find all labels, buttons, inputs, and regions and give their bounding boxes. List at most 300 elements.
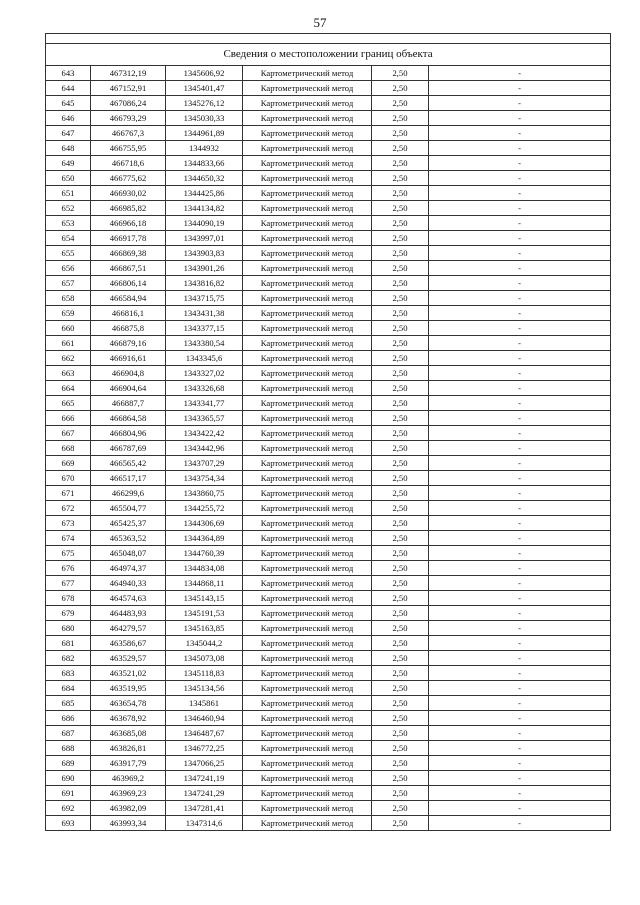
table-row <box>46 186 611 201</box>
y-coordinate-cell: 1346772,25 <box>166 741 243 756</box>
table-row <box>46 606 611 621</box>
point-number-cell: 671 <box>46 486 91 501</box>
point-number-cell: 692 <box>46 801 91 816</box>
description-cell: - <box>429 666 611 681</box>
accuracy-cell: 2,50 <box>372 426 429 441</box>
method-cell: Картометрический метод <box>243 261 372 276</box>
method-cell: Картометрический метод <box>243 246 372 261</box>
accuracy-cell: 2,50 <box>372 531 429 546</box>
accuracy-cell: 2,50 <box>372 351 429 366</box>
y-coordinate-cell: 1343715,75 <box>166 291 243 306</box>
point-number-cell: 673 <box>46 516 91 531</box>
page-number: 57 <box>313 15 327 30</box>
method-cell: Картометрический метод <box>243 456 372 471</box>
y-coordinate-cell: 1344255,72 <box>166 501 243 516</box>
x-coordinate-cell: 466864,58 <box>91 411 166 426</box>
x-coordinate-cell: 464940,33 <box>91 576 166 591</box>
x-coordinate-cell: 463521,02 <box>91 666 166 681</box>
accuracy-cell: 2,50 <box>372 141 429 156</box>
x-coordinate-cell: 465363,52 <box>91 531 166 546</box>
accuracy-cell: 2,50 <box>372 276 429 291</box>
method-cell: Картометрический метод <box>243 366 372 381</box>
boundary-coordinates-table <box>45 33 611 831</box>
accuracy-cell: 2,50 <box>372 156 429 171</box>
table-row <box>46 591 611 606</box>
table-title: Сведения о местоположении границ объекта <box>46 44 611 66</box>
x-coordinate-cell: 463826,81 <box>91 741 166 756</box>
description-cell: - <box>429 321 611 336</box>
description-cell: - <box>429 606 611 621</box>
method-cell: Картометрический метод <box>243 486 372 501</box>
point-number-cell: 683 <box>46 666 91 681</box>
table-row <box>46 696 611 711</box>
point-number-cell: 680 <box>46 621 91 636</box>
description-cell: - <box>429 636 611 651</box>
x-coordinate-cell: 467086,24 <box>91 96 166 111</box>
table-row <box>46 396 611 411</box>
point-number-cell: 693 <box>46 816 91 831</box>
table-row <box>46 786 611 801</box>
table-row <box>46 771 611 786</box>
point-number-cell: 675 <box>46 546 91 561</box>
accuracy-cell: 2,50 <box>372 786 429 801</box>
y-coordinate-cell: 1345606,92 <box>166 66 243 81</box>
y-coordinate-cell: 1345861 <box>166 696 243 711</box>
y-coordinate-cell: 1344868,11 <box>166 576 243 591</box>
table-row <box>46 651 611 666</box>
description-cell: - <box>429 786 611 801</box>
point-number-cell: 650 <box>46 171 91 186</box>
table-row <box>46 66 611 81</box>
y-coordinate-cell: 1345073,08 <box>166 651 243 666</box>
point-number-cell: 658 <box>46 291 91 306</box>
description-cell: - <box>429 711 611 726</box>
accuracy-cell: 2,50 <box>372 126 429 141</box>
description-cell: - <box>429 141 611 156</box>
point-number-cell: 661 <box>46 336 91 351</box>
description-cell: - <box>429 126 611 141</box>
x-coordinate-cell: 466887,7 <box>91 396 166 411</box>
x-coordinate-cell: 466565,42 <box>91 456 166 471</box>
table-row <box>46 276 611 291</box>
x-coordinate-cell: 467152,91 <box>91 81 166 96</box>
description-cell: - <box>429 651 611 666</box>
x-coordinate-cell: 464279,57 <box>91 621 166 636</box>
accuracy-cell: 2,50 <box>372 216 429 231</box>
x-coordinate-cell: 465425,37 <box>91 516 166 531</box>
method-cell: Картометрический метод <box>243 96 372 111</box>
method-cell: Картометрический метод <box>243 561 372 576</box>
table-row <box>46 321 611 336</box>
accuracy-cell: 2,50 <box>372 441 429 456</box>
x-coordinate-cell: 466930,02 <box>91 186 166 201</box>
description-cell: - <box>429 306 611 321</box>
y-coordinate-cell: 1343901,26 <box>166 261 243 276</box>
y-coordinate-cell: 1346487,67 <box>166 726 243 741</box>
y-coordinate-cell: 1345118,83 <box>166 666 243 681</box>
table-row <box>46 351 611 366</box>
description-cell: - <box>429 171 611 186</box>
point-number-cell: 647 <box>46 126 91 141</box>
point-number-cell: 659 <box>46 306 91 321</box>
table-row <box>46 426 611 441</box>
point-number-cell: 645 <box>46 96 91 111</box>
point-number-cell: 666 <box>46 411 91 426</box>
description-cell: - <box>429 291 611 306</box>
y-coordinate-cell: 1345191,53 <box>166 606 243 621</box>
table-row <box>46 336 611 351</box>
x-coordinate-cell: 467312,19 <box>91 66 166 81</box>
method-cell: Картометрический метод <box>243 81 372 96</box>
method-cell: Картометрический метод <box>243 546 372 561</box>
accuracy-cell: 2,50 <box>372 66 429 81</box>
accuracy-cell: 2,50 <box>372 291 429 306</box>
description-cell: - <box>429 81 611 96</box>
accuracy-cell: 2,50 <box>372 741 429 756</box>
method-cell: Картометрический метод <box>243 141 372 156</box>
accuracy-cell: 2,50 <box>372 606 429 621</box>
point-number-cell: 662 <box>46 351 91 366</box>
point-number-cell: 669 <box>46 456 91 471</box>
method-cell: Картометрический метод <box>243 306 372 321</box>
x-coordinate-cell: 464974,37 <box>91 561 166 576</box>
point-number-cell: 686 <box>46 711 91 726</box>
description-cell: - <box>429 561 611 576</box>
description-cell: - <box>429 261 611 276</box>
point-number-cell: 677 <box>46 576 91 591</box>
x-coordinate-cell: 463654,78 <box>91 696 166 711</box>
y-coordinate-cell: 1344760,39 <box>166 546 243 561</box>
accuracy-cell: 2,50 <box>372 501 429 516</box>
table-row <box>46 141 611 156</box>
method-cell: Картометрический метод <box>243 66 372 81</box>
method-cell: Картометрический метод <box>243 381 372 396</box>
x-coordinate-cell: 466718,6 <box>91 156 166 171</box>
y-coordinate-cell: 1343816,82 <box>166 276 243 291</box>
method-cell: Картометрический метод <box>243 321 372 336</box>
y-coordinate-cell: 1344833,66 <box>166 156 243 171</box>
method-cell: Картометрический метод <box>243 186 372 201</box>
method-cell: Картометрический метод <box>243 771 372 786</box>
point-number-cell: 672 <box>46 501 91 516</box>
y-coordinate-cell: 1347066,25 <box>166 756 243 771</box>
description-cell: - <box>429 546 611 561</box>
x-coordinate-cell: 466806,14 <box>91 276 166 291</box>
point-number-cell: 681 <box>46 636 91 651</box>
description-cell: - <box>429 441 611 456</box>
description-cell: - <box>429 351 611 366</box>
y-coordinate-cell: 1343997,01 <box>166 231 243 246</box>
point-number-cell: 665 <box>46 396 91 411</box>
y-coordinate-cell: 1347314,6 <box>166 816 243 831</box>
point-number-cell: 660 <box>46 321 91 336</box>
table-row <box>46 201 611 216</box>
accuracy-cell: 2,50 <box>372 261 429 276</box>
point-number-cell: 682 <box>46 651 91 666</box>
x-coordinate-cell: 466755,95 <box>91 141 166 156</box>
description-cell: - <box>429 66 611 81</box>
accuracy-cell: 2,50 <box>372 771 429 786</box>
x-coordinate-cell: 465048,07 <box>91 546 166 561</box>
table-row <box>46 456 611 471</box>
table-row <box>46 306 611 321</box>
description-cell: - <box>429 516 611 531</box>
point-number-cell: 688 <box>46 741 91 756</box>
table-row <box>46 471 611 486</box>
table-row <box>46 501 611 516</box>
accuracy-cell: 2,50 <box>372 666 429 681</box>
y-coordinate-cell: 1346460,94 <box>166 711 243 726</box>
point-number-cell: 646 <box>46 111 91 126</box>
x-coordinate-cell: 463917,79 <box>91 756 166 771</box>
x-coordinate-cell: 463969,2 <box>91 771 166 786</box>
table-row <box>46 726 611 741</box>
description-cell: - <box>429 426 611 441</box>
method-cell: Картометрический метод <box>243 696 372 711</box>
x-coordinate-cell: 466867,51 <box>91 261 166 276</box>
point-number-cell: 654 <box>46 231 91 246</box>
x-coordinate-cell: 465504,77 <box>91 501 166 516</box>
point-number-cell: 691 <box>46 786 91 801</box>
x-coordinate-cell: 463982,09 <box>91 801 166 816</box>
y-coordinate-cell: 1343380,54 <box>166 336 243 351</box>
x-coordinate-cell: 466917,78 <box>91 231 166 246</box>
accuracy-cell: 2,50 <box>372 306 429 321</box>
description-cell: - <box>429 756 611 771</box>
accuracy-cell: 2,50 <box>372 321 429 336</box>
description-cell: - <box>429 366 611 381</box>
accuracy-cell: 2,50 <box>372 366 429 381</box>
table-row <box>46 171 611 186</box>
point-number-cell: 684 <box>46 681 91 696</box>
accuracy-cell: 2,50 <box>372 381 429 396</box>
method-cell: Картометрический метод <box>243 351 372 366</box>
point-number-cell: 656 <box>46 261 91 276</box>
description-cell: - <box>429 201 611 216</box>
point-number-cell: 679 <box>46 606 91 621</box>
y-coordinate-cell: 1343326,68 <box>166 381 243 396</box>
x-coordinate-cell: 463685,08 <box>91 726 166 741</box>
point-number-cell: 651 <box>46 186 91 201</box>
x-coordinate-cell: 463529,57 <box>91 651 166 666</box>
description-cell: - <box>429 111 611 126</box>
y-coordinate-cell: 1344134,82 <box>166 201 243 216</box>
x-coordinate-cell: 466985,82 <box>91 201 166 216</box>
x-coordinate-cell: 466904,64 <box>91 381 166 396</box>
point-number-cell: 685 <box>46 696 91 711</box>
accuracy-cell: 2,50 <box>372 561 429 576</box>
y-coordinate-cell: 1344932 <box>166 141 243 156</box>
x-coordinate-cell: 466299,6 <box>91 486 166 501</box>
description-cell: - <box>429 96 611 111</box>
accuracy-cell: 2,50 <box>372 411 429 426</box>
description-cell: - <box>429 771 611 786</box>
point-number-cell: 668 <box>46 441 91 456</box>
x-coordinate-cell: 464574,63 <box>91 591 166 606</box>
method-cell: Картометрический метод <box>243 711 372 726</box>
accuracy-cell: 2,50 <box>372 111 429 126</box>
method-cell: Картометрический метод <box>243 621 372 636</box>
table-row <box>46 666 611 681</box>
method-cell: Картометрический метод <box>243 636 372 651</box>
y-coordinate-cell: 1343377,15 <box>166 321 243 336</box>
y-coordinate-cell: 1343327,02 <box>166 366 243 381</box>
point-number-cell: 653 <box>46 216 91 231</box>
method-cell: Картометрический метод <box>243 156 372 171</box>
accuracy-cell: 2,50 <box>372 801 429 816</box>
table-blank-header-row <box>46 34 611 44</box>
method-cell: Картометрический метод <box>243 216 372 231</box>
table-row <box>46 531 611 546</box>
description-cell: - <box>429 681 611 696</box>
accuracy-cell: 2,50 <box>372 681 429 696</box>
y-coordinate-cell: 1344364,89 <box>166 531 243 546</box>
y-coordinate-cell: 1343365,57 <box>166 411 243 426</box>
accuracy-cell: 2,50 <box>372 711 429 726</box>
y-coordinate-cell: 1345276,12 <box>166 96 243 111</box>
y-coordinate-cell: 1343707,29 <box>166 456 243 471</box>
accuracy-cell: 2,50 <box>372 651 429 666</box>
table-row <box>46 636 611 651</box>
method-cell: Картометрический метод <box>243 531 372 546</box>
accuracy-cell: 2,50 <box>372 516 429 531</box>
description-cell: - <box>429 246 611 261</box>
method-cell: Картометрический метод <box>243 726 372 741</box>
description-cell: - <box>429 156 611 171</box>
method-cell: Картометрический метод <box>243 111 372 126</box>
y-coordinate-cell: 1347281,41 <box>166 801 243 816</box>
accuracy-cell: 2,50 <box>372 576 429 591</box>
method-cell: Картометрический метод <box>243 576 372 591</box>
description-cell: - <box>429 216 611 231</box>
blank-header-cell <box>46 34 611 44</box>
x-coordinate-cell: 463519,95 <box>91 681 166 696</box>
method-cell: Картометрический метод <box>243 201 372 216</box>
description-cell: - <box>429 471 611 486</box>
description-cell: - <box>429 276 611 291</box>
method-cell: Картометрический метод <box>243 741 372 756</box>
y-coordinate-cell: 1344650,32 <box>166 171 243 186</box>
x-coordinate-cell: 466775,62 <box>91 171 166 186</box>
description-cell: - <box>429 336 611 351</box>
method-cell: Картометрический метод <box>243 786 372 801</box>
point-number-cell: 644 <box>46 81 91 96</box>
method-cell: Картометрический метод <box>243 756 372 771</box>
point-number-cell: 643 <box>46 66 91 81</box>
table-row <box>46 156 611 171</box>
table-row <box>46 126 611 141</box>
description-cell: - <box>429 741 611 756</box>
table-row <box>46 741 611 756</box>
accuracy-cell: 2,50 <box>372 186 429 201</box>
table-row <box>46 231 611 246</box>
table-row <box>46 246 611 261</box>
y-coordinate-cell: 1344090,19 <box>166 216 243 231</box>
x-coordinate-cell: 466869,38 <box>91 246 166 261</box>
x-coordinate-cell: 466517,17 <box>91 471 166 486</box>
accuracy-cell: 2,50 <box>372 396 429 411</box>
table-row <box>46 576 611 591</box>
point-number-cell: 657 <box>46 276 91 291</box>
table-row <box>46 411 611 426</box>
accuracy-cell: 2,50 <box>372 546 429 561</box>
method-cell: Картометрический метод <box>243 426 372 441</box>
description-cell: - <box>429 621 611 636</box>
y-coordinate-cell: 1343345,6 <box>166 351 243 366</box>
method-cell: Картометрический метод <box>243 231 372 246</box>
x-coordinate-cell: 466793,29 <box>91 111 166 126</box>
point-number-cell: 670 <box>46 471 91 486</box>
y-coordinate-cell: 1345044,2 <box>166 636 243 651</box>
table-row <box>46 681 611 696</box>
y-coordinate-cell: 1344306,69 <box>166 516 243 531</box>
description-cell: - <box>429 501 611 516</box>
point-number-cell: 689 <box>46 756 91 771</box>
table-row <box>46 216 611 231</box>
accuracy-cell: 2,50 <box>372 591 429 606</box>
accuracy-cell: 2,50 <box>372 816 429 831</box>
method-cell: Картометрический метод <box>243 651 372 666</box>
x-coordinate-cell: 466767,3 <box>91 126 166 141</box>
method-cell: Картометрический метод <box>243 516 372 531</box>
table-row <box>46 366 611 381</box>
description-cell: - <box>429 396 611 411</box>
y-coordinate-cell: 1344425,86 <box>166 186 243 201</box>
x-coordinate-cell: 463969,23 <box>91 786 166 801</box>
point-number-cell: 664 <box>46 381 91 396</box>
accuracy-cell: 2,50 <box>372 81 429 96</box>
method-cell: Картометрический метод <box>243 501 372 516</box>
table-row <box>46 96 611 111</box>
method-cell: Картометрический метод <box>243 801 372 816</box>
description-cell: - <box>429 801 611 816</box>
accuracy-cell: 2,50 <box>372 171 429 186</box>
accuracy-cell: 2,50 <box>372 201 429 216</box>
table-row <box>46 291 611 306</box>
y-coordinate-cell: 1345401,47 <box>166 81 243 96</box>
description-cell: - <box>429 231 611 246</box>
point-number-cell: 652 <box>46 201 91 216</box>
y-coordinate-cell: 1343431,38 <box>166 306 243 321</box>
table-row <box>46 111 611 126</box>
description-cell: - <box>429 696 611 711</box>
x-coordinate-cell: 466584,94 <box>91 291 166 306</box>
table-row <box>46 621 611 636</box>
table-title-row <box>46 44 611 66</box>
point-number-cell: 678 <box>46 591 91 606</box>
description-cell: - <box>429 381 611 396</box>
description-cell: - <box>429 456 611 471</box>
y-coordinate-cell: 1347241,29 <box>166 786 243 801</box>
point-number-cell: 690 <box>46 771 91 786</box>
table-row <box>46 756 611 771</box>
table-row <box>46 381 611 396</box>
method-cell: Картометрический метод <box>243 291 372 306</box>
description-cell: - <box>429 531 611 546</box>
table-row <box>46 81 611 96</box>
y-coordinate-cell: 1347241,19 <box>166 771 243 786</box>
accuracy-cell: 2,50 <box>372 336 429 351</box>
point-number-cell: 655 <box>46 246 91 261</box>
method-cell: Картометрический метод <box>243 606 372 621</box>
x-coordinate-cell: 466916,61 <box>91 351 166 366</box>
description-cell: - <box>429 726 611 741</box>
x-coordinate-cell: 466787,69 <box>91 441 166 456</box>
y-coordinate-cell: 1343860,75 <box>166 486 243 501</box>
x-coordinate-cell: 466904,8 <box>91 366 166 381</box>
point-number-cell: 663 <box>46 366 91 381</box>
x-coordinate-cell: 466875,8 <box>91 321 166 336</box>
